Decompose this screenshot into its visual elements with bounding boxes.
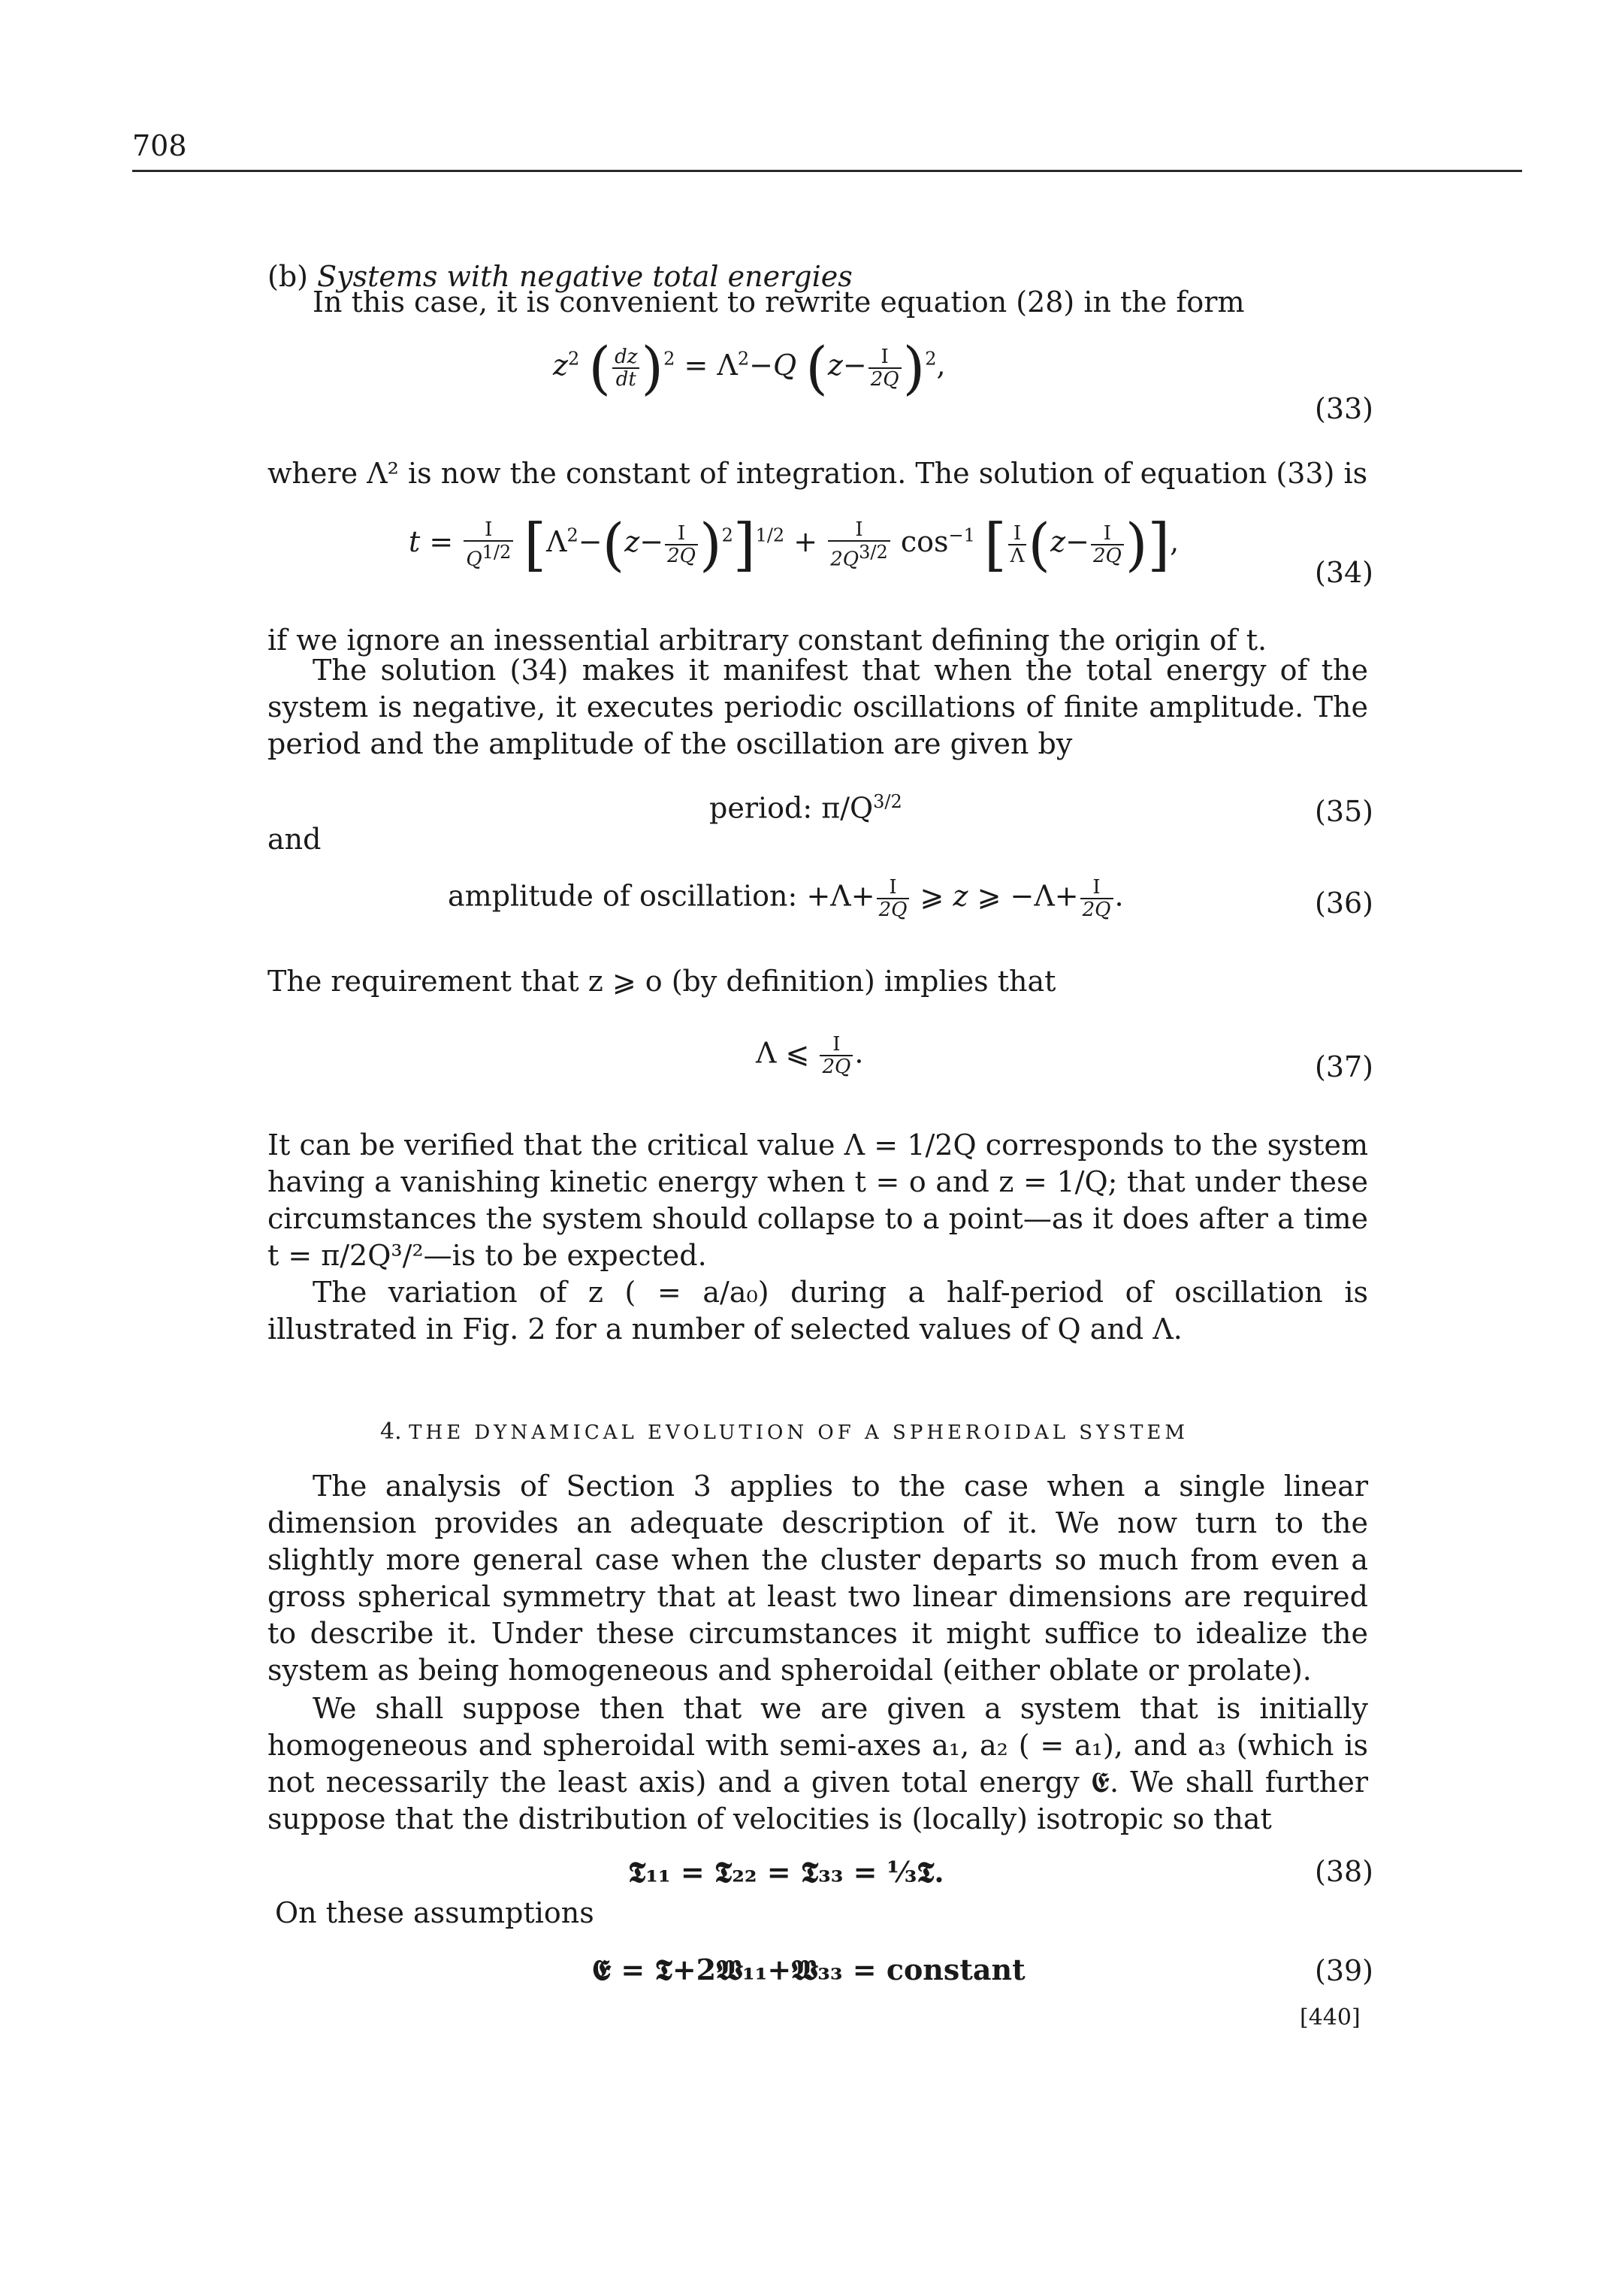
eq33-Q: Q bbox=[772, 349, 797, 382]
equation-35 bbox=[709, 791, 902, 825]
eq33-comma: , bbox=[936, 349, 946, 382]
eq36-period: . bbox=[1114, 879, 1124, 913]
eq33-dz: dz bbox=[612, 346, 639, 369]
paragraph-spheroidal-system: We shall suppose then that we are given a system that is initially homogeneous and spheroidal with semi-axes a₁, a₂ ( = a₁), and a₃ (which is not necessarily the least axis) and a given total energy 𝕰. We shall further suppose that the distribution of velocities is (locally) isotropic so that bbox=[267, 1692, 1368, 1835]
eq33-2Q: 2Q bbox=[870, 367, 899, 391]
eq34-lambda-exp: 2 bbox=[566, 524, 578, 546]
eq36-one-a: I bbox=[877, 877, 910, 899]
eq33-one: I bbox=[868, 346, 902, 369]
eq33-minus-inner: − bbox=[842, 349, 867, 382]
eq33-z: z bbox=[553, 349, 569, 382]
eq34-z-a: z bbox=[624, 525, 640, 558]
paragraph-assumptions: On these assumptions bbox=[275, 1896, 594, 1929]
eq37-lhs: Λ ⩽ bbox=[756, 1036, 810, 1070]
eq34-Q-b: Q bbox=[842, 548, 859, 571]
eq33-dt: dt bbox=[615, 367, 636, 391]
eq34-minus-c: − bbox=[1065, 525, 1089, 558]
eq33-paren-exponent: 2 bbox=[925, 348, 937, 370]
equation-37 bbox=[756, 1034, 863, 1077]
equation-33: $z^2$ ( $\frac{dz}{dt}$ )$^2 = \Lambda^2-Q$ (z− $\frac{I}{2Q}$ )$^2$, bbox=[553, 334, 946, 401]
eq36-minus-lambda: −Λ+ bbox=[1010, 879, 1079, 913]
paragraph-intro: In this case, it is convenient to rewrite equation (28) in the form bbox=[313, 285, 1245, 319]
eq34-one-b: I bbox=[665, 523, 698, 545]
paragraph-variation: The variation of z ( = a/a₀) during a half-period of oscillation is illustrated in Fig. 2 for a number of selected values of Q and Λ. bbox=[267, 1276, 1368, 1346]
eq34-lambda: Λ bbox=[546, 525, 567, 558]
equation-36 bbox=[448, 877, 1124, 920]
eq36-plus-lambda: +Λ+ bbox=[806, 879, 875, 913]
eq35-period: period: π/Q bbox=[709, 791, 874, 825]
eq34-t: t bbox=[409, 525, 421, 558]
section-4-heading bbox=[380, 1418, 1189, 1445]
eq34-bracket-exp: 1/2 bbox=[755, 524, 785, 546]
eq36-z: z bbox=[953, 879, 968, 913]
eq34-comma: , bbox=[1170, 525, 1180, 558]
eq34-one-e: I bbox=[1091, 523, 1124, 545]
eq36-2Q-b: 2Q bbox=[1082, 899, 1111, 921]
eq33-deriv-exponent: 2 bbox=[663, 348, 675, 370]
header-rule bbox=[132, 170, 1522, 172]
eq35-exponent: 3/2 bbox=[873, 791, 902, 812]
eq36-label: amplitude of oscillation: bbox=[448, 879, 798, 913]
eq36-2Q-a: 2Q bbox=[878, 899, 908, 921]
eq34-equals: = bbox=[429, 525, 454, 558]
eq34-paren-exp: 2 bbox=[721, 524, 733, 546]
eq36-one-b: I bbox=[1080, 877, 1113, 899]
eq34-minus-b: − bbox=[639, 525, 664, 558]
eq-number-33: (33) bbox=[1315, 392, 1374, 425]
eq34-2Q-b: 2Q bbox=[1092, 544, 1122, 567]
eq34-z-b: z bbox=[1050, 525, 1066, 558]
section-4-title: THE DYNAMICAL EVOLUTION OF A SPHEROIDAL SYSTEM bbox=[409, 1421, 1189, 1444]
paragraph-ignore-constant: if we ignore an inessential arbitrary constant defining the origin of t. bbox=[267, 624, 1267, 657]
eq34-Q-a: Q bbox=[466, 548, 482, 571]
eq33-lambda-exponent: 2 bbox=[737, 348, 750, 370]
equation-38: 𝕿₁₁ = 𝕿₂₂ = 𝕿₃₃ = ⅓𝕿. bbox=[628, 1855, 944, 1889]
eq37-one: I bbox=[820, 1034, 853, 1056]
eq36-ge-b: ⩾ bbox=[977, 879, 1001, 913]
eq-number-35: (35) bbox=[1315, 795, 1374, 828]
eq33-lambda: Λ bbox=[717, 349, 738, 382]
eq37-2Q: 2Q bbox=[822, 1056, 851, 1078]
eq34-one-d: I bbox=[1008, 523, 1027, 545]
footer-reference: [440] bbox=[1300, 2004, 1361, 2031]
paragraph-requirement: The requirement that z ⩾ o (by definition) implies that bbox=[267, 965, 1056, 998]
eq-number-38: (38) bbox=[1315, 1855, 1374, 1888]
eq34-cos: cos bbox=[900, 525, 949, 558]
equation-39: 𝕰 = 𝕿+2𝖂₁₁+𝖂₃₃ = constant bbox=[592, 1953, 1026, 1986]
eq34-one-c: I bbox=[828, 519, 890, 542]
eq33-z-exponent: 2 bbox=[568, 348, 580, 370]
and-word: and bbox=[267, 823, 322, 856]
eq-number-34: (34) bbox=[1315, 556, 1374, 589]
eq34-minus-a: − bbox=[578, 525, 603, 558]
eq34-half-exp: 1/2 bbox=[482, 541, 512, 563]
eq34-lambda-den: Λ bbox=[1010, 544, 1025, 567]
eq36-ge-a: ⩾ bbox=[920, 879, 944, 913]
page-number: 708 bbox=[132, 129, 187, 162]
subsection-label: (b) bbox=[267, 260, 308, 293]
eq-number-36: (36) bbox=[1315, 887, 1374, 920]
eq33-equals: = bbox=[684, 349, 708, 382]
eq34-threehalf-exp: 3/2 bbox=[859, 541, 888, 563]
paragraph-integration-constant: where Λ² is now the constant of integration. The solution of equation (33) is bbox=[267, 457, 1368, 490]
subsection-title: Systems with negative total energies bbox=[317, 260, 853, 293]
equation-34: t = $\frac{I}{Q^{1/2}}$ [$\Lambda^2-(z-$ $\frac{I}{2Q}$ )$^2$]$^{1/2}$ + $\frac{I}{2Q^{3/2}}$ $\cos^{-1}$ [ $\frac{I}{\Lambda}$ (z− $\frac{I}{2Q}$ )], bbox=[409, 511, 1180, 578]
paragraph-section4-intro: The analysis of Section 3 applies to the case when a single linear dimension provides an adequate description of it. We now turn to the slightly more general case when the cluster departs so much from even a gross spherical symmetry that at least two linear dimensions are required to describe it. Under these circumstances it might suffice to idealize the system as being homogeneous and spheroidal (either oblate or prolate). bbox=[267, 1470, 1368, 1687]
eq-number-39: (39) bbox=[1315, 1954, 1374, 1987]
eq33-z-inner: z bbox=[827, 349, 843, 382]
paragraph-solution-manifest: The solution (34) makes it manifest that when the total energy of the system is negative, it executes periodic oscillations of finite amplitude. The period and the amplitude of the oscillation are given by bbox=[267, 654, 1368, 760]
eq34-plus: + bbox=[793, 525, 818, 558]
eq34-one-a: I bbox=[464, 519, 513, 542]
paragraph-critical-value: It can be verified that the critical value Λ = 1/2Q corresponds to the system having a vanishing kinetic energy when t = o and z = 1/Q; that under these circumstances the system should collapse to a point—as it does after a time t = π/2Q³/²—is to be expected. bbox=[267, 1128, 1368, 1272]
eq-number-37: (37) bbox=[1315, 1050, 1374, 1083]
eq33-minus: − bbox=[749, 349, 773, 382]
eq34-inverse-exp: −1 bbox=[948, 524, 975, 546]
section-4-number: 4. bbox=[380, 1418, 402, 1445]
eq34-2Q-a: 2Q bbox=[667, 544, 696, 567]
eq37-period: . bbox=[854, 1036, 864, 1070]
